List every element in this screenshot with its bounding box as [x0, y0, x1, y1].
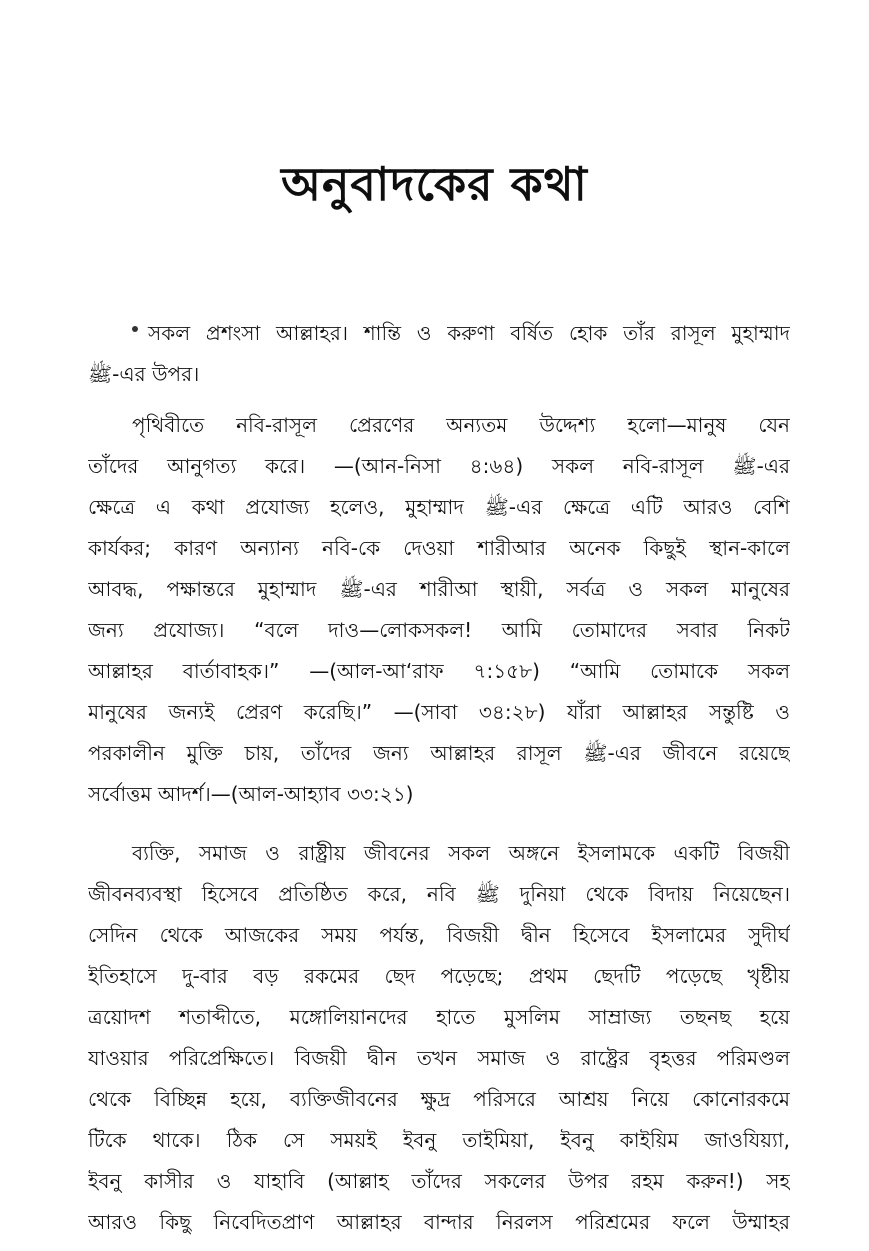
paragraph-line: যাওয়ার পরিপ্রেক্ষিতে। বিজয়ী দ্বীন তখন সমাজ ও রাষ্ট্রের বৃহত্তর পরিমণ্ডল [88, 1046, 790, 1070]
paragraph-line-text: সকল প্রশংসা আল্লাহর। শান্তি ও করুণা বর্ষিত হোক তাঁর রাসূল মুহাম্মাদ [148, 321, 790, 345]
paragraph-1 [88, 313, 790, 395]
paragraph-line: ক্ষেত্রে এ কথা প্রযোজ্য হলেও, মুহাম্মাদ ﷺ-এর ক্ষেত্রে এটি আরও বেশি [88, 495, 790, 519]
body-text [88, 313, 790, 1243]
paragraph-line: ত্রয়োদশ শতাব্দীতে, মঙ্গোলিয়ানদের হাতে মুসলিম সাম্রাজ্য তছনছ হয়ে [88, 1005, 790, 1029]
paragraph-line: জন্য প্রযোজ্য। “বলে দাও—লোকসকল! আমি তোমাদের সবার নিকট [88, 618, 790, 642]
page-title: অনুবাদকের কথা [281, 157, 588, 211]
paragraph-line: সেদিন থেকে আজকের সময় পর্যন্ত, বিজয়ী দ্বীন হিসেবে ইসলামের সুদীর্ঘ [88, 923, 790, 947]
paragraph-line: জীবনব্যবস্থা হিসেবে প্রতিষ্ঠিত করে, নবি ﷺ দুনিয়া থেকে বিদায় নিয়েছেন। [88, 882, 790, 906]
ink-mark [132, 326, 138, 332]
paragraph-line: ﷺ-এর উপর। [88, 362, 200, 386]
paragraph-line: থেকে বিচ্ছিন্ন হয়ে, ব্যক্তিজীবনের ক্ষুদ্র পরিসরে আশ্রয় নিয়ে কোনোরকমে [88, 1087, 790, 1111]
paragraph-line: পৃথিবীতে নবি-রাসূল প্রেরণের অন্যতম উদ্দেশ্য হলো—মানুষ যেন [132, 413, 790, 437]
paragraph-gap [88, 395, 790, 405]
paragraph-3 [88, 833, 790, 1243]
paragraph-line: আবদ্ধ, পক্ষান্তরে মুহাম্মাদ ﷺ-এর শারীআ স্থায়ী, সর্বত্র ও সকল মানুষের [88, 577, 790, 601]
paragraph-line: আরও কিছু নিবেদিতপ্রাণ আল্লাহর বান্দার নিরলস পরিশ্রমের ফলে উম্মাহর [88, 1210, 790, 1234]
paragraph-line: কার্যকর; কারণ অন্যান্য নবি-কে দেওয়া শারীআর অনেক কিছুই স্থান-কালে [88, 536, 790, 560]
paragraph-line [88, 313, 790, 354]
paragraph-gap [88, 815, 790, 833]
paragraph-line: ইবনু কাসীর ও যাহাবি (আল্লাহ তাঁদের সকলের উপর রহম করুন!) সহ [88, 1169, 790, 1193]
paragraph-line: পরকালীন মুক্তি চায়, তাঁদের জন্য আল্লাহর রাসূল ﷺ-এর জীবনে রয়েছে [88, 741, 790, 765]
paragraph-line: মানুষের জন্যই প্রেরণ করেছি।” —(সাবা ৩৪:২৮) যাঁরা আল্লাহর সন্তুষ্টি ও [88, 700, 790, 724]
paragraph-2 [88, 405, 790, 815]
paragraph-line: টিকে থাকে। ঠিক সে সময়ই ইবনু তাইমিয়া, ইবনু কাইয়িম জাওযিয়্যা, [88, 1128, 790, 1152]
paragraph-line: ব্যক্তি, সমাজ ও রাষ্ট্রীয় জীবনের সকল অঙ্গনে ইসলামকে একটি বিজয়ী [132, 841, 790, 865]
paragraph-line: ইতিহাসে দু-বার বড় রকমের ছেদ পড়েছে; প্রথম ছেদটি পড়েছে খৃষ্টীয় [88, 964, 790, 988]
paragraph-line: আল্লাহর বার্তাবাহক।” —(আল-আ‘রাফ ৭:১৫৮) “আমি তোমাকে সকল [88, 659, 790, 683]
paragraph-line: সর্বোত্তম আদর্শ।—(আল-আহ্যাব ৩৩:২১) [88, 782, 414, 806]
paragraph-line: তাঁদের আনুগত্য করে। —(আন-নিসা ৪:৬৪) সকল নবি-রাসূল ﷺ-এর [88, 454, 790, 478]
